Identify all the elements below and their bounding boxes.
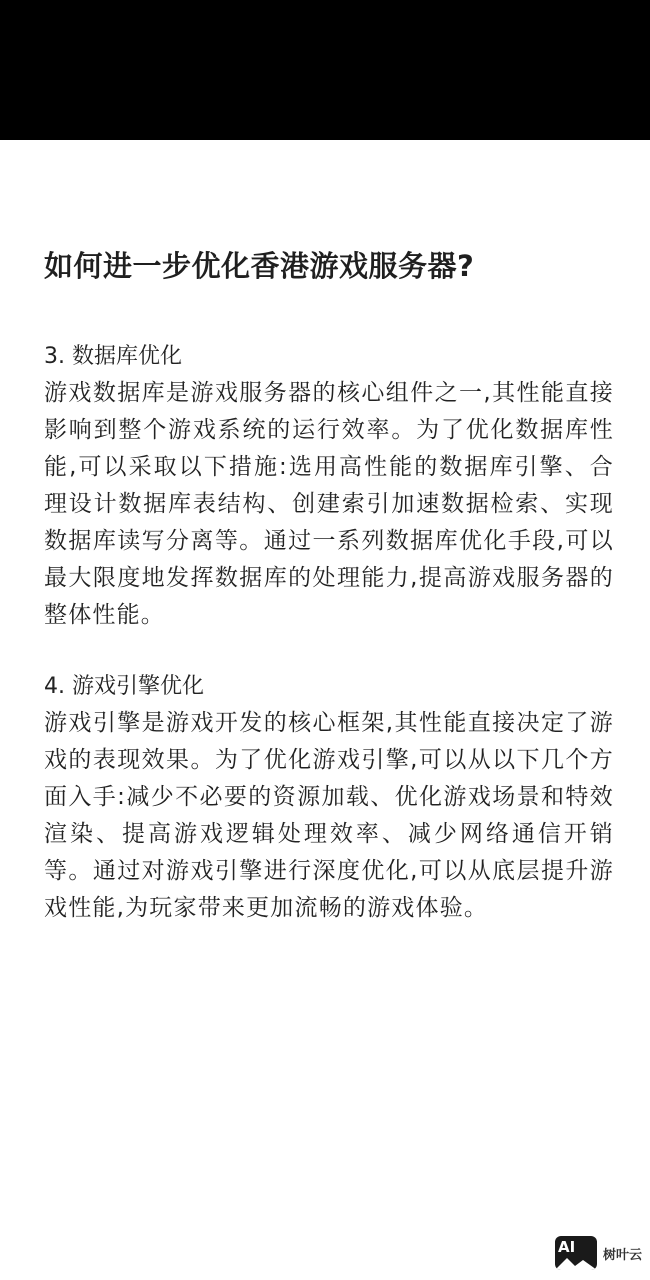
watermark — [555, 1236, 642, 1270]
section-heading: 3. 数据库优化 — [44, 344, 182, 369]
mountain-icon — [555, 1254, 597, 1270]
watermark-logo-text: AI — [557, 1238, 576, 1256]
watermark-label: 树叶云 — [602, 1247, 642, 1263]
top-black-band — [0, 0, 650, 140]
section-game-engine-optimization — [44, 668, 614, 927]
watermark-logo-icon — [555, 1236, 597, 1270]
section-body: 游戏引擎是游戏开发的核心框架,其性能直接决定了游戏的表现效果。为了优化游戏引擎,可以从以下几个方面入手:减少不必要的资源加载、优化游戏场景和特效渲染、提高游戏逻辑处理效率、减少网络通信开销等。通过对游戏引擎进行深度优化,可以从底层提升游戏性能,为玩家带来更加流畅的游戏体验。 — [44, 710, 614, 921]
section-heading: 4. 游戏引擎优化 — [44, 674, 204, 699]
article-content — [44, 236, 614, 927]
section-body: 游戏数据库是游戏服务器的核心组件之一,其性能直接影响到整个游戏系统的运行效率。为了优化数据库性能,可以采取以下措施:选用高性能的数据库引擎、合理设计数据库表结构、创建索引加速数据检索、实现数据库读写分离等。通过一系列数据库优化手段,可以最大限度地发挥数据库的处理能力,提高游戏服务器的整体性能。 — [44, 380, 614, 628]
page-title: 如何进一步优化香港游戏服务器? — [44, 249, 475, 283]
section-database-optimization — [44, 338, 614, 634]
